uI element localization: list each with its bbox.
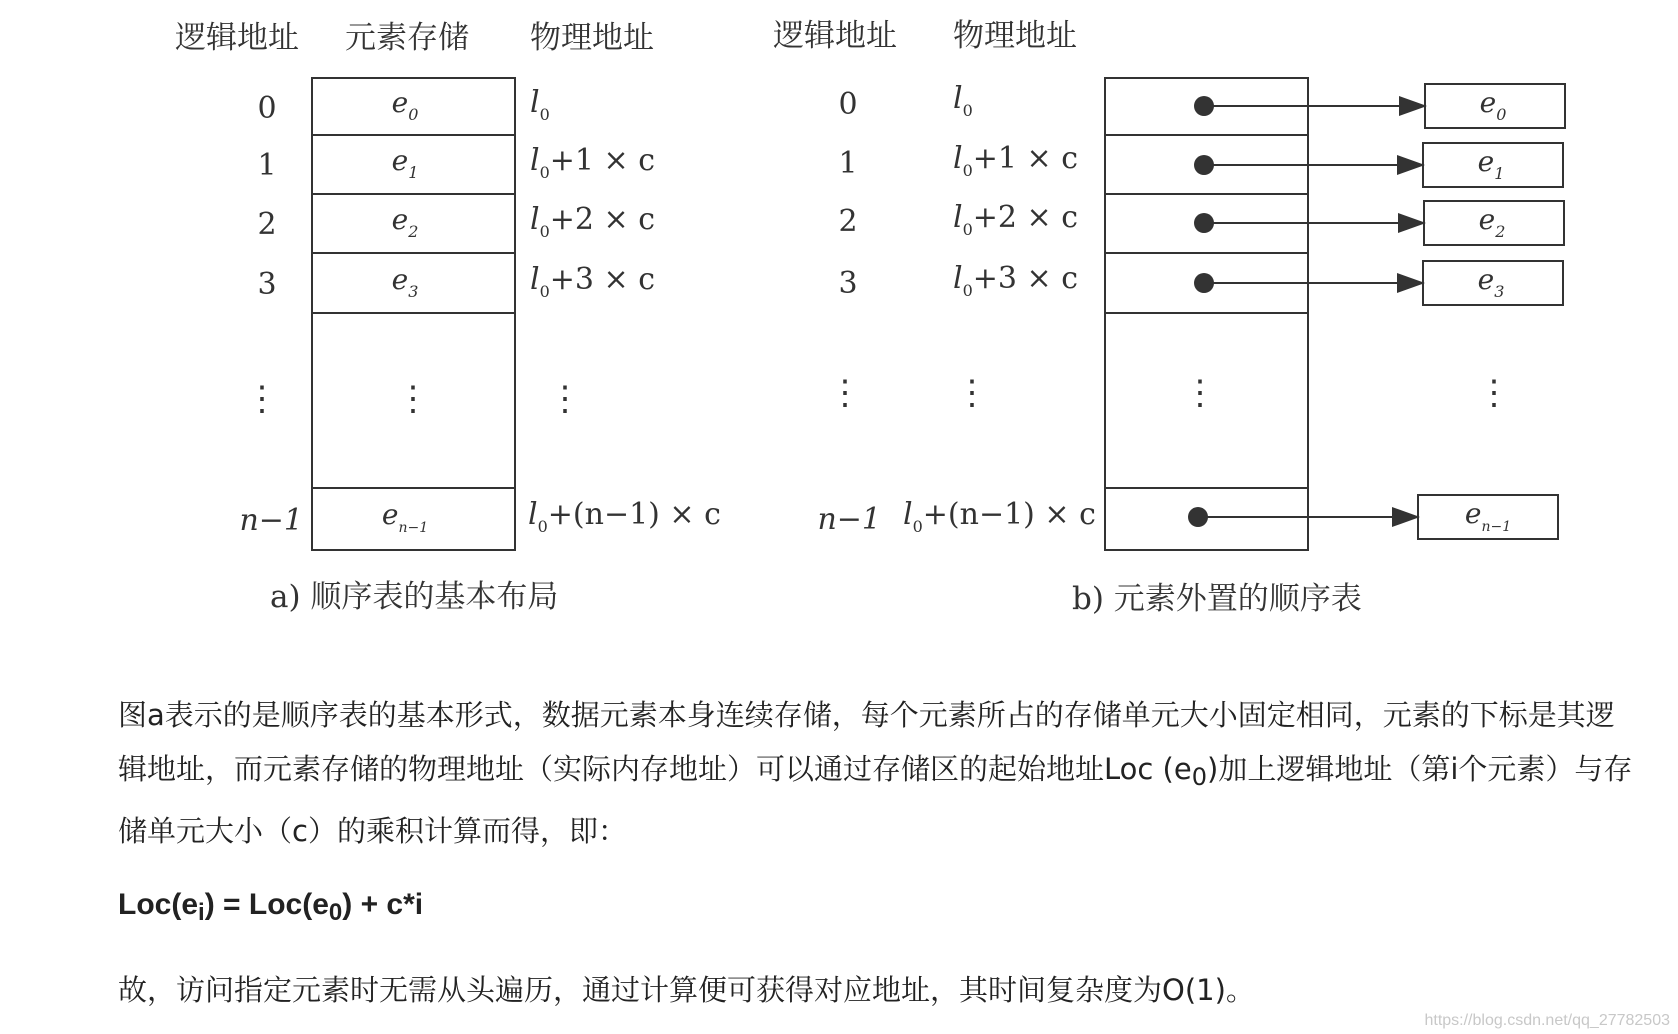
figure-b-address: $l_0+(n-1) \times c$ <box>903 497 1096 536</box>
figure-b-element: $e_0$ <box>1479 86 1507 124</box>
figure-a-address: $l_0+3 \times c$ <box>530 262 656 301</box>
figure-a-ellipsis: ⋮ <box>548 379 582 419</box>
address-formula <box>118 888 423 927</box>
figure-a-address: $l_0+1 \times c$ <box>530 143 656 182</box>
figure-b-address: $l_0+1 \times c$ <box>953 141 1079 180</box>
figure-b-address: $l_0+3 \times c$ <box>953 261 1079 300</box>
figure-a-header-logical: 逻辑地址 <box>175 20 299 56</box>
description-paragraph <box>118 688 1638 858</box>
figure-a-index: 1 <box>257 148 277 183</box>
figure-a-row <box>257 85 549 126</box>
figure-b-element: $e_1$ <box>1477 145 1505 183</box>
formula-lhs: Loc(e <box>118 888 199 921</box>
figure-a-address: $l_0+(n-1) \times c$ <box>528 497 721 536</box>
figure-a-index: 2 <box>257 207 277 242</box>
figure-a-row <box>257 143 655 183</box>
conclusion-text: 故，访问指定元素时无需从头遍历，通过计算便可获得对应地址，其时间复杂度为O(1)。 <box>118 973 1255 1007</box>
figure-b-element: $e_3$ <box>1477 263 1505 301</box>
figure-b-header-physical: 物理地址 <box>953 18 1077 54</box>
figure-b-index: 3 <box>838 266 858 301</box>
figure-b-address: $l_0$ <box>953 81 973 120</box>
figure-b-index: 2 <box>838 204 858 239</box>
figure-a-element: $e_1$ <box>391 144 419 182</box>
figure-a-ellipsis: ⋮ <box>245 379 279 419</box>
figure-a-element: $e_2$ <box>391 203 419 241</box>
formula-lhs-subscript: i <box>198 899 205 926</box>
figure-a <box>175 20 721 615</box>
figure-b-index: 0 <box>838 87 858 122</box>
figure-a-address: $l_0$ <box>530 85 550 124</box>
figure-a-row <box>257 262 655 302</box>
figure-a-row <box>257 202 655 242</box>
watermark: https://blog.csdn.net/qq_27782503 <box>1424 1012 1670 1029</box>
figure-b-caption: b) 元素外置的顺序表 <box>1072 581 1362 617</box>
figure-a-element: $e_3$ <box>391 263 419 301</box>
figure-b-index: n−1 <box>817 502 881 537</box>
figure-a-header-storage: 元素存储 <box>345 20 469 56</box>
figure-b-row <box>838 81 1506 124</box>
figure-a-header-physical: 物理地址 <box>530 20 654 56</box>
formula-rhs-subscript: 0 <box>328 899 343 926</box>
figure-b-address: $l_0+2 \times c$ <box>953 200 1079 239</box>
figure-a-caption: a) 顺序表的基本布局 <box>270 579 559 615</box>
formula-middle: ) = Loc(e <box>204 888 329 921</box>
figure-b <box>773 18 1565 617</box>
figure-a-element: $e_{n-1}$ <box>381 498 429 536</box>
figure-a-ellipsis: ⋮ <box>396 379 430 419</box>
figure-b-element: $e_{n-1}$ <box>1464 497 1512 535</box>
figure-b-index: 1 <box>838 146 858 181</box>
figure-a-index: 0 <box>257 91 277 126</box>
figure-b-ellipsis: ⋮ <box>955 373 989 413</box>
figure-a-address: $l_0+2 \times c$ <box>530 202 656 241</box>
figure-b-header-logical: 逻辑地址 <box>773 18 897 54</box>
figure-b-ellipsis: ⋮ <box>1183 373 1217 413</box>
paragraph-text-2: )加上逻辑地址（第i个元素）与存储单元大小（c）的乘积计算而得，即： <box>118 752 1633 848</box>
figure-b-ellipsis: ⋮ <box>828 373 862 413</box>
figure-b-element: $e_2$ <box>1478 203 1506 241</box>
paragraph-text-1: 图a表示的是顺序表的基本形式，数据元素本身连续存储，每个元素所占的存储单元大小固定相同，元素的下标是其逻辑地址，而元素存储的物理地址（实际内存地址）可以通过存储区的起始地址Loc (e <box>118 698 1615 786</box>
figure-a-element: $e_0$ <box>391 86 419 124</box>
figure-b-row <box>838 141 1504 183</box>
figure-a-index: n−1 <box>239 503 303 538</box>
formula-rhs: ) + c*i <box>342 888 424 921</box>
paragraph-subscript: 0 <box>1191 763 1207 791</box>
figure-b-ellipsis: ⋮ <box>1477 373 1511 413</box>
figure-b-row <box>838 200 1505 241</box>
figure-a-index: 3 <box>257 267 277 302</box>
figure-b-row <box>838 261 1504 301</box>
